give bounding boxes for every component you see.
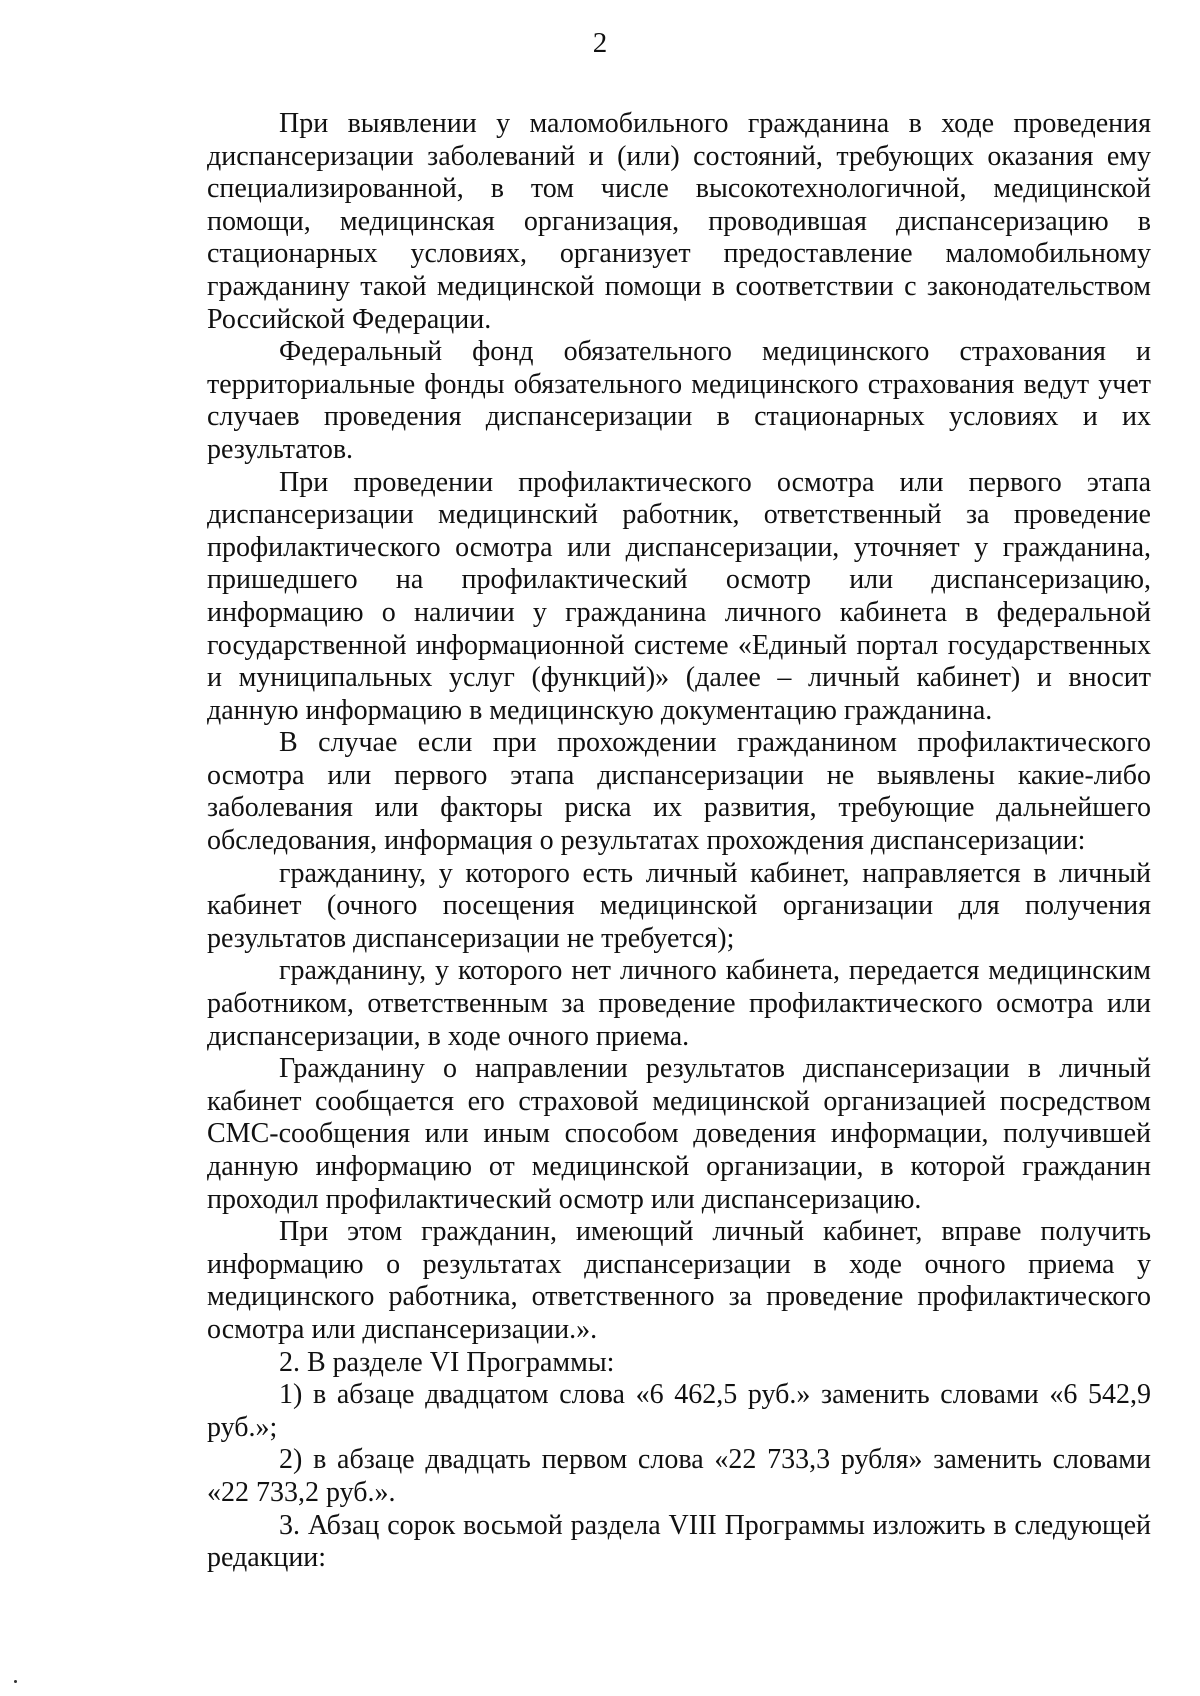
- paragraph-sms-notification: Гражданину о направлении результатов диспансеризации в личный кабинет сообщается его страховой медицинской организацией посредством СМС-сообщения или иным способом доведения информации, получившей данную информацию от медицинской организации, в которой гражданин проходил профилактический осмотр или диспансеризацию.: [207, 1053, 1151, 1215]
- paragraph-maломобильный: При выявлении у маломобильного гражданина в ходе проведения диспансеризации заболеваний и (или) состояний, требующих оказания ему специализированной, в том числе высокотехнологичной, медицинской помощи, медицинская организация, проводившая диспансеризацию в стационарных условиях, организует предоставление маломобильному гражданину такой медицинской помощи в соответствии с законодательством Российской Федерации.: [207, 108, 1151, 335]
- paragraph-item-1: 1) в абзаце двадцатом слова «6 462,5 руб.» заменить словами «6 542,9 руб.»;: [207, 1379, 1151, 1443]
- paragraph-in-person-info: При этом гражданин, имеющий личный кабинет, вправе получить информацию о результатах диспансеризации в ходе очного приема у медицинского работника, ответственного за проведение профилактического осмотра или диспансеризации.».: [207, 1216, 1151, 1345]
- paragraph-results-info: В случае если при прохождении гражданином профилактического осмотра или первого этапа диспансеризации не выявлены какие-либо заболевания или факторы риска их развития, требующие дальнейшего обследования, информация о результатах прохождения диспансеризации:: [207, 727, 1151, 857]
- document-body: [207, 108, 1151, 1575]
- paragraph-with-account: гражданину, у которого есть личный кабинет, направляется в личный кабинет (очного посещения медицинской организации для получения результатов диспансеризации не требуется);: [207, 857, 1151, 954]
- paragraph-section-viii: 3. Абзац сорок восьмой раздела VIII Программы изложить в следующей редакции:: [207, 1509, 1151, 1574]
- paragraph-foms-accounting: Федеральный фонд обязательного медицинского страхования и территориальные фонды обязательного медицинского страхования ведут учет случаев проведения диспансеризации в стационарных условиях и их результатов.: [207, 336, 1151, 465]
- paragraph-personal-account-check: При проведении профилактического осмотра или первого этапа диспансеризации медицинский работник, ответственный за проведение профилактического осмотра или диспансеризации, уточняет у гражданина, пришедшего на профилактический осмотр или диспансеризацию, информацию о наличии у гражданина личного кабинета в федеральной государственной информационной системе «Единый портал государственных и муниципальных услуг (функций)» (далее – личный кабинет) и вносит данную информацию в медицинскую документацию гражданина.: [207, 466, 1151, 726]
- page-number: 2: [592, 27, 608, 59]
- paragraph-section-vi: 2. В разделе VI Программы:: [279, 1346, 615, 1378]
- paragraph-without-account: гражданину, у которого нет личного кабинета, передается медицинским работником, ответственным за проведение профилактического осмотра или диспансеризации, в ходе очного приема.: [207, 955, 1151, 1052]
- scan-speck: [14, 1680, 17, 1683]
- paragraph-item-2: 2) в абзаце двадцать первом слова «22 733,3 рубля» заменить словами «22 733,2 руб.».: [207, 1444, 1151, 1508]
